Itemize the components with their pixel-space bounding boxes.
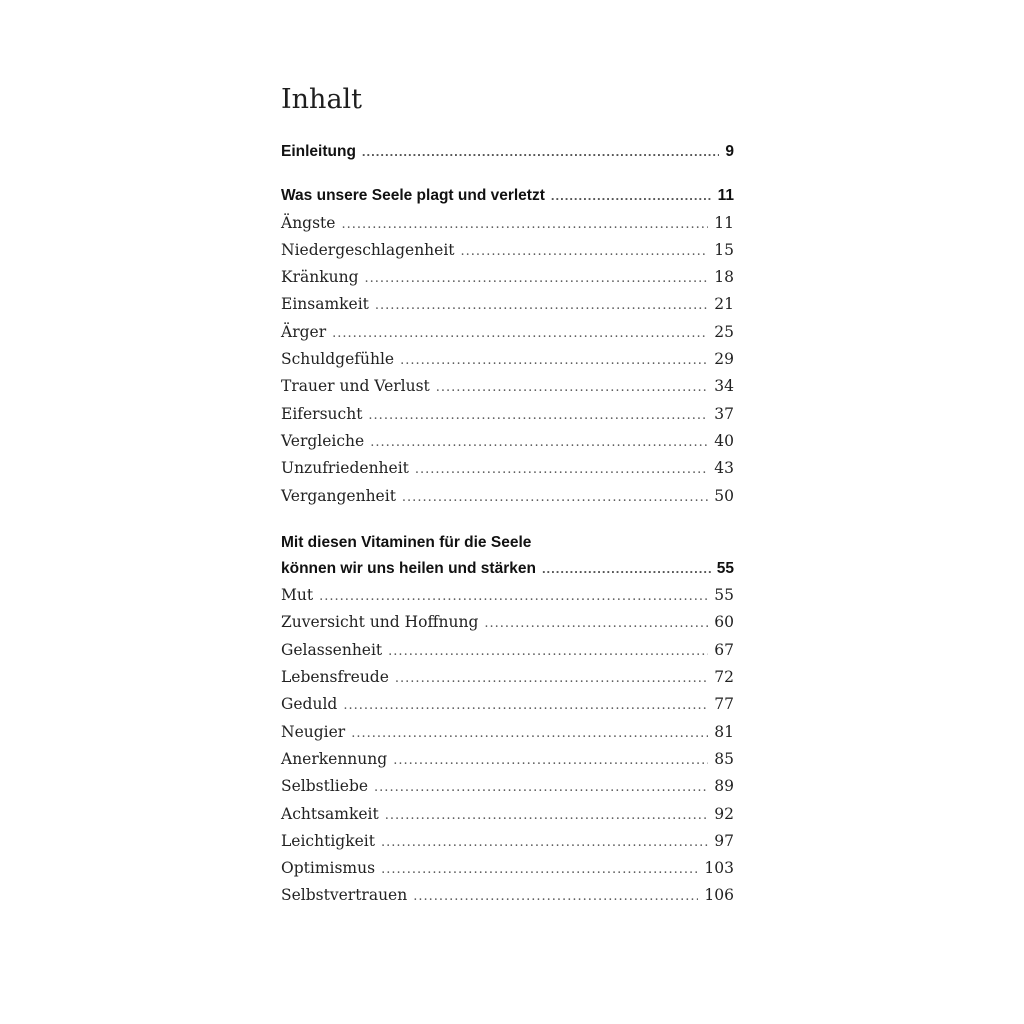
toc-entry-label: Achtsamkeit (281, 804, 379, 823)
dot-leader (551, 182, 712, 209)
toc-entry-label: Schuldgefühle (281, 350, 395, 369)
toc-page-number: 55 (714, 586, 734, 605)
toc-page-number: 43 (714, 459, 734, 478)
toc-entry-label: Vergleiche (281, 431, 365, 450)
dot-leader (365, 265, 709, 292)
toc-entry[interactable] (281, 455, 734, 482)
toc-page-number: 77 (714, 695, 734, 714)
toc-entry[interactable] (281, 346, 734, 373)
toc-page-number: 37 (714, 404, 734, 423)
toc-entry[interactable] (281, 237, 734, 264)
toc-entry-label: Unzufriedenheit (281, 459, 409, 478)
dot-leader (370, 429, 708, 456)
toc-heading-row[interactable] (281, 555, 734, 582)
toc-page-number: 18 (714, 268, 734, 287)
dot-leader (341, 211, 708, 238)
toc-page-number: 89 (714, 777, 734, 796)
toc-page-number: 50 (714, 486, 734, 505)
toc-entry[interactable] (281, 401, 734, 428)
toc-entry-label: Geduld (281, 695, 338, 714)
dot-leader (374, 774, 708, 801)
toc-entry-label: Ärger (281, 322, 327, 341)
dot-leader (388, 638, 708, 665)
toc-entry[interactable] (281, 746, 734, 773)
toc-page-number: 15 (714, 240, 734, 259)
toc-entry[interactable] (281, 719, 734, 746)
toc-entry-label: Anerkennung (281, 749, 388, 768)
toc-entry[interactable] (281, 210, 734, 237)
toc-heading-row[interactable] (281, 182, 734, 209)
dot-leader (319, 583, 708, 610)
toc-section-seele (281, 182, 734, 510)
toc-entry-label: Mut (281, 586, 314, 605)
toc-entry[interactable] (281, 828, 734, 855)
toc-entry[interactable] (281, 582, 734, 609)
toc-page-number: 106 (704, 886, 734, 905)
toc-entry[interactable] (281, 773, 734, 800)
dot-leader (343, 692, 708, 719)
toc-entry-label: Kränkung (281, 268, 359, 287)
toc-entry[interactable] (281, 291, 734, 318)
toc-entry[interactable] (281, 428, 734, 455)
toc-page-number: 60 (714, 613, 734, 632)
dot-leader (332, 320, 708, 347)
toc-page-number: 92 (714, 804, 734, 823)
toc-entry-label: Vergangenheit (281, 486, 396, 505)
toc-entry[interactable] (281, 637, 734, 664)
toc-entry-label: Einsamkeit (281, 295, 369, 314)
toc-page-number: 9 (725, 143, 734, 160)
dot-leader (413, 883, 698, 910)
toc-page-number: 67 (714, 640, 734, 659)
dot-leader (395, 665, 708, 692)
toc-heading-label: Was unsere Seele plagt und verletzt (281, 187, 545, 205)
toc-entry-label: Neugier (281, 722, 346, 741)
toc-entry[interactable] (281, 373, 734, 400)
toc-page-number: 97 (714, 831, 734, 850)
toc-entry-label: Niedergeschlagenheit (281, 240, 455, 259)
toc-entry[interactable] (281, 319, 734, 346)
toc-entry[interactable] (281, 801, 734, 828)
toc-entry[interactable] (281, 264, 734, 291)
toc-entry[interactable] (281, 691, 734, 718)
table-of-contents (281, 80, 734, 910)
toc-heading-line[interactable]: Mit diesen Vitaminen für die Seele (281, 533, 532, 551)
dot-leader (542, 555, 711, 582)
toc-heading-label: können wir uns heilen und stärken (281, 559, 536, 577)
toc-entry[interactable] (281, 609, 734, 636)
toc-page-number: 81 (714, 722, 734, 741)
dot-leader (436, 374, 708, 401)
toc-section-intro (281, 138, 734, 165)
dot-leader (461, 238, 709, 265)
toc-page-number: 103 (704, 859, 734, 878)
toc-entry-label: Eifersucht (281, 404, 363, 423)
dot-leader (484, 610, 708, 637)
dot-leader (368, 402, 708, 429)
toc-heading-row[interactable] (281, 138, 734, 165)
toc-page-number: 34 (714, 377, 734, 396)
toc-heading-label: Einleitung (281, 143, 356, 160)
toc-page-number: 11 (717, 187, 734, 205)
toc-page-number: 29 (714, 350, 734, 369)
toc-page-number: 25 (714, 322, 734, 341)
toc-entry-label: Selbstliebe (281, 777, 369, 796)
toc-entry[interactable] (281, 882, 734, 909)
dot-leader (402, 484, 708, 511)
toc-entry[interactable] (281, 483, 734, 510)
dot-leader (393, 747, 708, 774)
toc-entry-label: Trauer und Verlust (281, 377, 430, 396)
toc-entry-label: Ängste (281, 213, 336, 232)
dot-leader (351, 720, 708, 747)
toc-entry-label: Leichtigkeit (281, 831, 375, 850)
toc-page-number: 40 (714, 431, 734, 450)
toc-page-number: 55 (716, 559, 734, 577)
dot-leader (415, 456, 708, 483)
toc-entry[interactable] (281, 855, 734, 882)
toc-page-number: 85 (714, 749, 734, 768)
toc-page-number: 21 (714, 295, 734, 314)
toc-entry-label: Gelassenheit (281, 640, 383, 659)
dot-leader (375, 292, 708, 319)
dot-leader (381, 829, 708, 856)
toc-entry-label: Selbstvertrauen (281, 886, 408, 905)
toc-entry-label: Lebensfreude (281, 668, 389, 687)
dot-leader (362, 138, 719, 165)
dot-leader (400, 347, 708, 374)
dot-leader (381, 856, 698, 883)
toc-section-vitamine (281, 530, 734, 910)
dot-leader (385, 802, 709, 829)
toc-title: Inhalt (281, 84, 363, 115)
toc-entry-label: Zuversicht und Hoffnung (281, 613, 479, 632)
toc-entry-label: Optimismus (281, 859, 376, 878)
toc-entry[interactable] (281, 664, 734, 691)
toc-page-number: 72 (714, 668, 734, 687)
toc-page-number: 11 (714, 213, 734, 232)
